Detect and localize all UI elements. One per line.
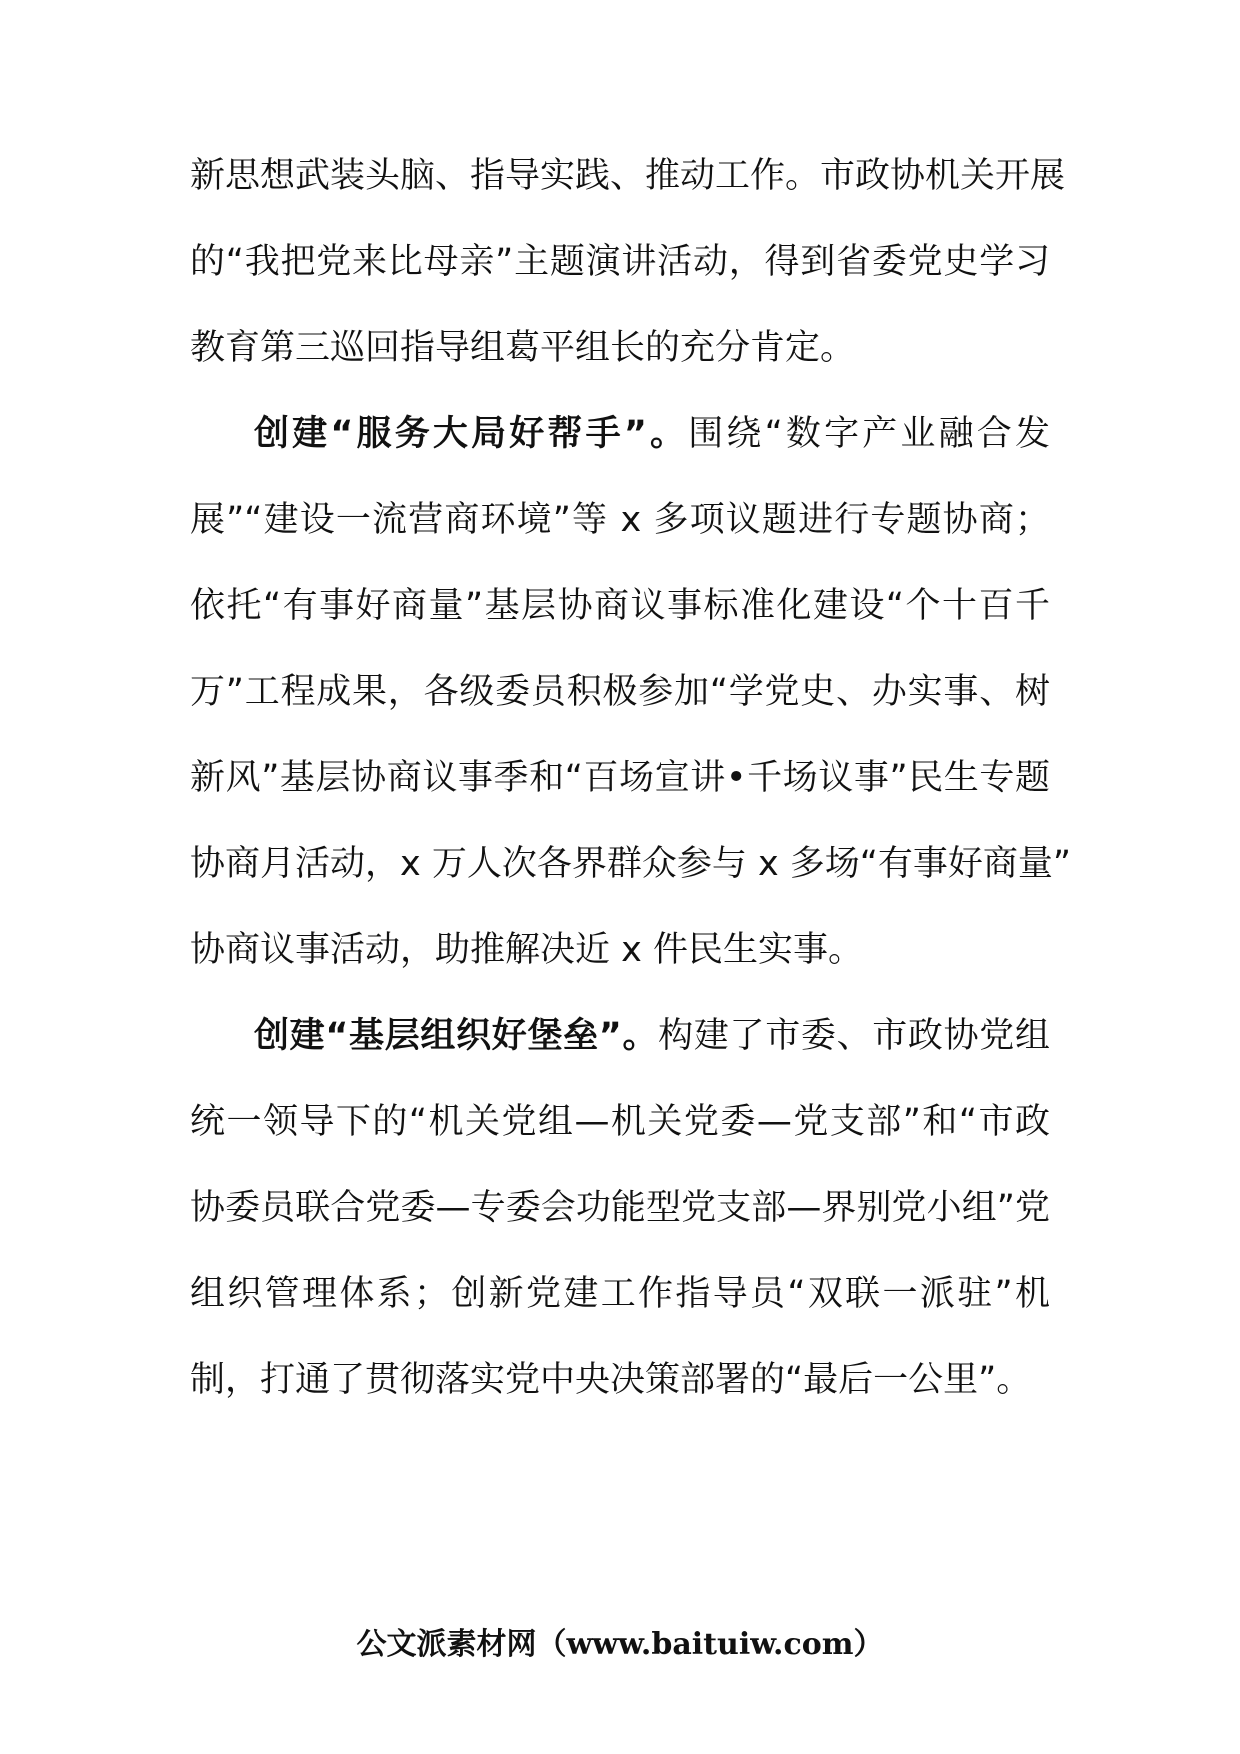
paragraph-3-line-2: 统一领导下的“机关党组—机关党委—党支部”和“市政 bbox=[190, 1102, 1050, 1142]
paragraph-2-line-1 bbox=[254, 410, 1050, 458]
paragraph-1-line-3: 教育第三巡回指导组葛平组长的充分肯定。 bbox=[190, 328, 856, 368]
paragraph-2-line-5: 新风”基层协商议事季和“百场宣讲•千场议事”民生专题 bbox=[190, 758, 1050, 798]
paragraph-2-first-line-text: 围绕“数字产业融合发 bbox=[688, 414, 1050, 454]
paragraph-1-line-2: 的“我把党来比母亲”主题演讲活动，得到省委党史学习 bbox=[190, 242, 1050, 282]
paragraph-3-line-3: 协委员联合党委—专委会功能型党支部—界别党小组”党 bbox=[190, 1188, 1050, 1228]
paragraph-2-line-2: 展”“建设一流营商环境”等 x 多项议题进行专题协商； bbox=[190, 500, 1050, 540]
footer-source: 公文派素材网（www.baituiw.com） bbox=[356, 1627, 884, 1662]
paragraph-3-line-5: 制，打通了贯彻落实党中央决策部署的“最后一公里”。 bbox=[190, 1360, 1032, 1400]
paragraph-1-line-1: 新思想武装头脑、指导实践、推动工作。市政协机关开展 bbox=[190, 156, 1066, 196]
paragraph-2-line-4: 万”工程成果，各级委员积极参加“学党史、办实事、树 bbox=[190, 672, 1050, 712]
paragraph-3-first-line-text: 构建了市委、市政协党组 bbox=[658, 1016, 1050, 1056]
paragraph-3-line-4: 组织管理体系；创新党建工作指导员“双联一派驻”机 bbox=[190, 1274, 1050, 1314]
paragraph-3-line-1 bbox=[254, 1012, 1050, 1060]
paragraph-2-line-3: 依托“有事好商量”基层协商议事标准化建设“个十百千 bbox=[190, 586, 1050, 626]
paragraph-2-heading: 创建“服务大局好帮手”。 bbox=[254, 414, 689, 454]
paragraph-3-heading: 创建“基层组织好堡垒”。 bbox=[254, 1016, 659, 1056]
paragraph-2-line-6: 协商月活动，x 万人次各界群众参与 x 多场“有事好商量” bbox=[190, 844, 1072, 884]
paragraph-2-line-7: 协商议事活动，助推解决近 x 件民生实事。 bbox=[190, 930, 863, 970]
